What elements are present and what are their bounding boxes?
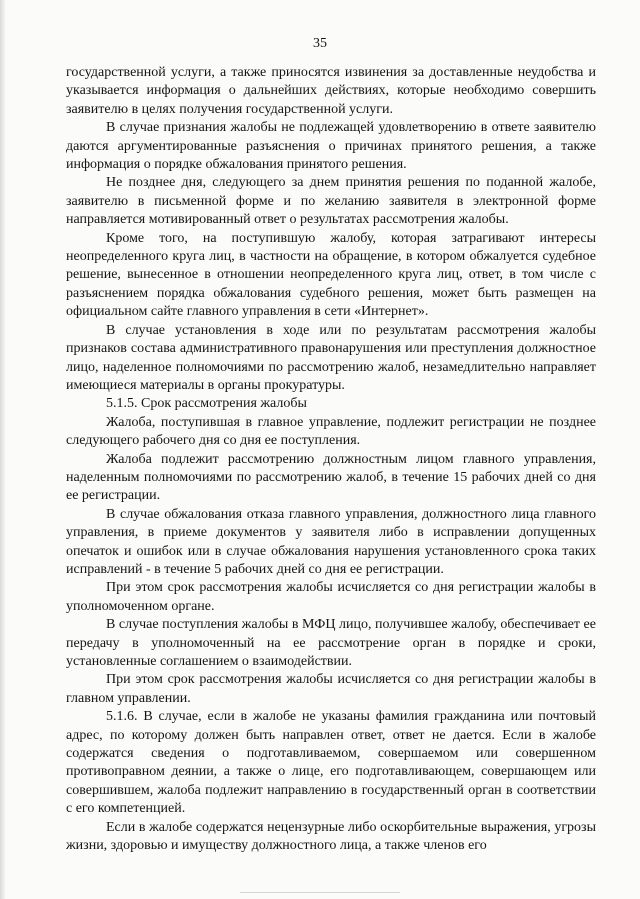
- scan-artifact-line: [240, 892, 400, 893]
- paragraph: При этом срок рассмотрения жалобы исчисляется со дня регистрации жалобы в уполномоченном органе.: [66, 580, 596, 614]
- paragraph: государственной услуги, а также приносятся извинения за доставленные неудобства и указывается информация о дальнейших действиях, которые необходимо совершить заявителю в целях получения государственной услуги.: [66, 65, 596, 117]
- scan-shadow: [0, 0, 6, 899]
- paragraph: В случае признания жалобы не подлежащей удовлетворению в ответе заявителю даются аргументированные разъяснения о причинах принятого решения, а также информация о порядке обжалования принятого решения.: [66, 120, 596, 173]
- paragraph: В случае поступления жалобы в МФЦ лицо, получившее жалобу, обеспечивает ее передачу в уполномоченный на ее рассмотрение орган в порядке и сроки, установленные соглашением о взаимодействии.: [66, 617, 596, 669]
- paragraph: Жалоба подлежит рассмотрению должностным лицом главного управления, наделенным полномочиями по рассмотрению жалоб, в течение 15 рабочих дней со дня ее регистрации.: [66, 451, 596, 504]
- section-heading: 5.1.5. Срок рассмотрения жалобы: [106, 396, 307, 412]
- paragraph: При этом срок рассмотрения жалобы исчисляется со дня регистрации жалобы в главном управлении.: [66, 672, 596, 706]
- page-number: 35: [313, 36, 327, 51]
- paragraph: Жалоба, поступившая в главное управление, подлежит регистрации не позднее следующего рабочего дня со дня ее поступления.: [66, 414, 596, 449]
- paragraph: Кроме того, на поступившую жалобу, которая затрагивают интересы неопределенного круга лиц, в частности на обращение, в котором обжалуется судебное решение, вынесенное в отношении неопределенного круга лиц, ответ, в том числе с разъяснением порядка обжалования судебного решения, может быть размещен на официальном сайте главного управления в сети «Интернет».: [66, 230, 596, 320]
- paragraph: В случае установления в ходе или по результатам рассмотрения жалобы признаков состава административного правонарушения или преступления должностное лицо, наделенное полномочиями по рассмотрению жалоб, незамедлительно направляет имеющиеся материалы в органы прокуратуры.: [66, 322, 596, 393]
- paragraph: Если в жалобе содержатся нецензурные либо оскорбительные выражения, угрозы жизни, здоровью и имуществу должностного лица, а также членов его: [66, 819, 596, 854]
- document-body: [66, 64, 596, 855]
- paragraph: В случае обжалования отказа главного управления, должностного лица главного управления, в приеме документов у заявителя либо в исправлении допущенных опечаток и ошибок или в случае обжалования нарушения установленного срока таких исправлений - в течение 5 рабочих дней со дня ее регистрации.: [66, 506, 596, 577]
- paragraph: 5.1.6. В случае, если в жалобе не указаны фамилия гражданина или почтовый адрес, по которому должен быть направлен ответ, ответ не дается. Если в жалобе содержатся сведения о подготавливаемом, совершаемом или совершенном противоправном деянии, а также о лице, его подготавливающем, совершающем или совершившем, жалоба подлежит направлению в государственный орган в соответствии с его компетенцией.: [66, 709, 596, 817]
- paragraph: Не позднее дня, следующего за днем принятия решения по поданной жалобе, заявителю в письменной форме и по желанию заявителя в электронной форме направляется мотивированный ответ о результатах рассмотрения жалобы.: [66, 175, 596, 228]
